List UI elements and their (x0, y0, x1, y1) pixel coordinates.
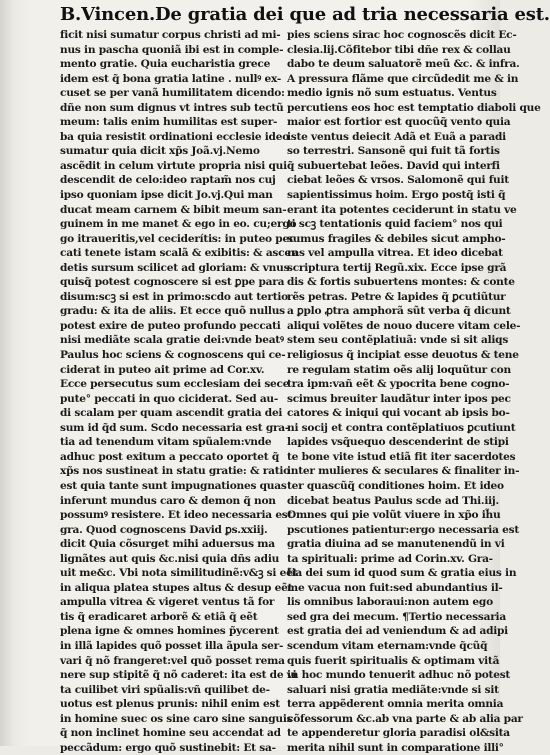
text-line-right: Omnes qui pie volũt viuere in xp̃o ih̃u (287, 509, 501, 522)
text-line-right: q̃ subuertebat leões. David qui interfi (287, 159, 500, 172)
text-line-left: meum: talis enim humilitas est super- (60, 116, 278, 129)
text-line-left: ficit nisi sumatur corpus christi ad mi- (60, 29, 281, 41)
text-line-left: in aliqua platea stupes altus & desup eẽt (60, 581, 293, 594)
text-line-right: medio ignis nõ sum estuatus. Ventus (287, 87, 497, 100)
text-line-left: q̃ non inclinet homine seu accendat ad (60, 727, 281, 740)
page-edge-shadow (0, 0, 14, 746)
text-line-left: lignãtes aut quis &c.nisi quia dñs adiu (60, 552, 280, 565)
text-line-right: A pressura flãme que circũdedit me & in (287, 72, 519, 85)
text-line-right: dis & fortis subuertens montes: & conte (287, 276, 515, 289)
text-line-left: sum id q̃d sum. Scdo necessaria est gra- (60, 421, 290, 434)
text-line-left: tis q̃ eradicaret arborẽ & etiã q̃ eẽt (60, 610, 258, 623)
text-column-left (60, 28, 299, 755)
text-line-right: te bone vite istud etiã fit iter sacerdotes (287, 450, 516, 463)
text-line-right: dicebat beatus Paulus scde ad Thi.iij. (287, 494, 499, 507)
text-line-left: tia ad tenendum vitam spũalem:vnde (60, 436, 272, 449)
text-line-right: gratia diuina ad se manutenendũ in vi (287, 538, 505, 551)
text-line-left: ducat meam carnem & bibit meum san- (60, 203, 287, 216)
text-line-left: dñe non sum dignus vt intres sub tectũ (60, 101, 284, 114)
text-line-left: quisq̃ potest cognoscere si est ꝑpe para (60, 276, 285, 289)
text-line-left: ta cuilibet viri spũalis:vñ quilibet de- (60, 683, 270, 696)
text-line-right: sapientissimus hoim. Ergo postq̃ isti q̃ (287, 189, 506, 202)
text-line-left: nisi mediãte scala gratie dei:vnde beatꝰ (60, 334, 284, 347)
text-line-left: ba quia resistit ordinationi ecclesie ideo (60, 130, 290, 143)
text-line-left: gra. Quod cognoscens David ꝑs.xxiij. (60, 523, 268, 536)
text-line-right: tra ipm:vañ eẽt & ypocrita bene cogno- (287, 378, 510, 391)
text-line-right: sed gra dei mecum. ¶Tertio necessaria (287, 610, 506, 623)
text-line-right: ras vel ampulla vitrea. Et ideo dicebat (287, 247, 503, 260)
text-line-left: cuset se per vanã humilitatem dicendo: (60, 87, 285, 100)
text-line-right: te appenderetur gloria paradisi ol&sita (287, 727, 510, 740)
text-line-right: so terrestri. Sansonẽ qui fuit tã fortis (287, 145, 500, 158)
text-line-right: me vacua non fuit:sed abundantius il- (287, 581, 503, 594)
text-line-right: ta spirituali: prime ad Corin.xv. Gra- (287, 552, 493, 565)
text-line-right: est gratia dei ad veniendum & ad adipi (287, 625, 508, 638)
text-line-left: go itraueritis,vel ceciderítis: in puteo pec (60, 232, 296, 245)
text-line-right: in hoc mundo tenuerit adhuc nõ potest (287, 669, 511, 682)
text-line-left: ciderat in puteo ait prime ad Cor.xv. (60, 363, 265, 376)
text-line-left: inferunt mundus caro & demon q̃ non (60, 494, 276, 507)
text-line-left: pute° peccati in quo ciciderat. Sed au- (60, 392, 279, 405)
text-line-right: scendum vitam eternam:vnde q̃cũq̃ (287, 639, 488, 652)
text-line-left: cati tenete istam scalã & exibitis: & ascen (60, 247, 299, 260)
text-line-right: tia dei sum id quod sum & gratia eius in (287, 567, 517, 580)
text-line-left: uit me&c. Vbi nota similitudinẽ:v&ꝫ si eẽt (60, 567, 298, 580)
text-line-left: guinem in me manet & ego in eo. cu;ergo (60, 218, 297, 231)
text-line-left: in homine suec os sine caro sine sanguis (60, 712, 293, 725)
text-line-left: detis sursum scilicet ad gloriam: & vnus (60, 261, 290, 274)
text-line-left: ipso quoniam ipse dicit Jo.vj.Qui man (60, 189, 273, 202)
text-line-right: iste ventus deiecit Adã et Euã a paradi (287, 130, 506, 143)
text-line-left: disum:scꝫ si est in primo:scdo aut tertio (60, 290, 288, 303)
text-line-right: a ꝑplo ꝓtra amphorã sũt verba q̃ dicunt (287, 305, 511, 318)
text-line-left: peccãdum: ergo quõ sustinebit: Et sa- (60, 741, 276, 754)
text-line-left: nus in pascha quoniã ibi est in comple- (60, 43, 284, 56)
text-line-left: sumatur quia dicit xp̃s Joã.vj.Nemo (60, 145, 260, 158)
text-line-right: sumus fragiles & debiles sicut ampho- (287, 232, 506, 245)
text-line-left: possumꝰ resistere. Et ideo necessaria est (60, 509, 293, 522)
text-line-right: pscutiones patientur:ergo necessaria est (287, 523, 519, 536)
text-line-right: percutiens eos hoc est temptatio diaboli que (287, 101, 541, 114)
text-line-right: catores & iniqui qui vocant ab ipsis bo- (287, 407, 510, 420)
text-line-right: dabo te deum saluatorẽ meũ &c. & infra. (287, 58, 520, 71)
text-line-left: ascẽdit in celum virtute propria nisi qui (60, 159, 287, 172)
text-line-left: xp̃s nos sustineat in statu gratie: & ratio (60, 465, 290, 478)
text-line-left: dicit Quia cõsurget mihi aduersus ma (60, 538, 275, 551)
text-line-left: in illã lapides quõ posset illa ãpula ser- (60, 639, 284, 652)
text-line-right: stem seu contẽplatiuã: vnde si sit aliqs (287, 334, 509, 347)
text-line-left: adhuc post exitum a peccato oportet q̃ (60, 450, 280, 463)
text-line-right: ciebat leões & vrsos. Salomonẽ qui fuit (287, 174, 509, 187)
text-line-left: plena igne & omnes homines p̃ycerent (60, 625, 279, 638)
running-header: B.Vincen.De gratia dei que ad tria necessaria est. (60, 4, 550, 25)
text-line-left: potest exire de puteo profundo peccati (60, 319, 281, 332)
text-line-left: vari q̃ nõ frangeret:vel quõ posset rema (60, 654, 285, 667)
text-line-left: idem est q̃ bona gratia latine . nullꝰ ex- (60, 72, 282, 85)
text-line-right: maior est fortior est quocũq̃ vento quia (287, 116, 511, 129)
text-line-right: pies sciens sirac hoc cognoscẽs dicit Ec- (287, 29, 517, 41)
text-line-left: ampulla vitrea & vigeret ventus tã for (60, 596, 275, 609)
text-line-right: ni socij et contra contẽplatiuos ꝑcutiunt (287, 421, 516, 434)
text-line-left: mento gratie. Quia eucharistia grece (60, 58, 271, 71)
text-line-right: inter mulieres & seculares & finaliter in- (287, 465, 520, 478)
text-line-left: di scalam per quam ascendit gratia dei (60, 407, 283, 420)
text-line-left: gradu: & ita de aliis. Et ecce quõ nullus (60, 305, 285, 318)
text-line-right: saluari nisi gratia mediãte:vnde si sit (287, 683, 499, 696)
text-line-right: lis omnibus laboraui:non autem ego (287, 596, 493, 609)
text-line-right: merita nihil sunt in comparatione illi° (287, 741, 504, 754)
text-line-right: cõfessorum &c.ab vna parte & ab alia par (287, 712, 523, 725)
text-line-right: clesia.lij.Cõfitebor tibi dñe rex & collau (287, 43, 511, 56)
text-line-right: religiosus q̃ incipiat esse deuotus & tene (287, 349, 519, 362)
text-line-left: nere sup stipitẽ q̃ nõ caderet: ita est de vi (60, 669, 297, 682)
text-line-right: terra appẽderent omnia merita omnia (287, 698, 504, 711)
text-line-right: erant ita potentes ceciderunt in statu ve (287, 203, 517, 216)
text-line-left: uotus est plenus prunis: nihil enim est (60, 698, 280, 711)
text-line-right: ter quascũq̃ conditiones hoim. Et ideo (287, 479, 504, 492)
text-line-right: re regulam statim oẽs alij loquũtur con (287, 363, 511, 376)
text-line-right: rẽs petras. Petre & lapides q̃ ꝑcutiũtur (287, 290, 506, 303)
text-line-left: Paulus hoc sciens & cognoscens qui ce- (60, 349, 286, 362)
text-line-left: est quia tante sunt impugnationes quas (60, 479, 287, 492)
text-column-right (287, 28, 541, 755)
text-line-right: scriptura tertij Regũ.xix. Ecce ipse grã (287, 261, 507, 274)
text-line-right: lapides vsq̃uequo descenderint de stipi (287, 436, 509, 449)
text-line-right: scimus breuiter laudãtur inter ipos pec (287, 392, 511, 405)
text-line-left: Ecce persecutus sum ecclesiam dei sece (60, 378, 290, 391)
text-line-left: descendit de celo:ideo raptam̃ nos cuj (60, 174, 276, 187)
text-line-right: quis fuerit spiritualis & optimam vitã (287, 654, 500, 667)
text-line-right: aliqui volẽtes de nouo ducere vitam cele- (287, 319, 521, 332)
text-line-right: ti scꝫ tentationis quid faciem° nos qui (287, 218, 503, 231)
